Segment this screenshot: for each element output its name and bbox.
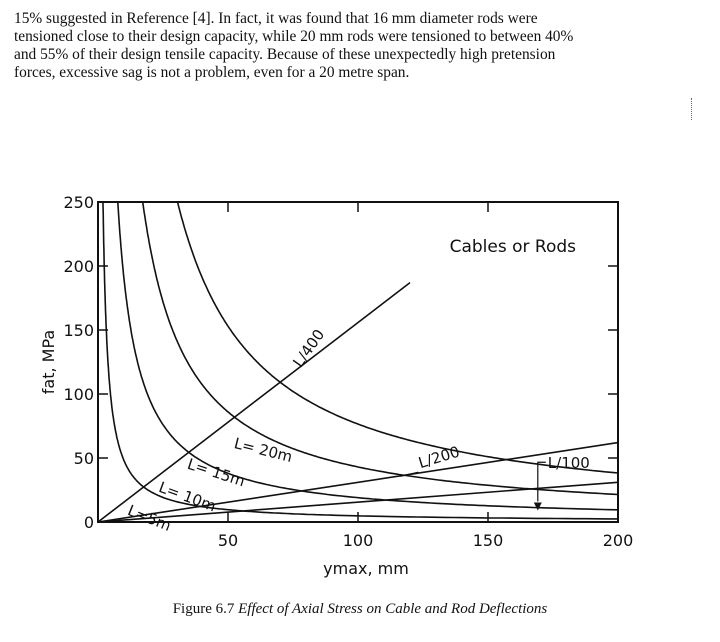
- figure-caption: [0, 601, 720, 618]
- x-tick-label: 100: [342, 531, 374, 550]
- caption-text: Effect of Axial Stress on Cable and Rod Deflections: [238, 601, 548, 617]
- series-label-l-100: L/100: [547, 454, 590, 473]
- chart-annotation: Cables or Rods: [449, 237, 576, 257]
- x-tick-label: 50: [217, 531, 239, 550]
- x-tick-label: 200: [602, 531, 634, 550]
- series-label-l-15m: L= 15m: [185, 454, 248, 491]
- l100-arrowhead: [534, 502, 542, 510]
- paragraph-line: and 55% of their design tensile capacity. Because of these unexpectedly high pretension: [14, 46, 556, 63]
- y-axis-label: fat, MPa: [39, 329, 58, 395]
- y-tick-label: 250: [63, 193, 94, 212]
- series-l-400: [98, 283, 410, 522]
- paragraph-line: 15% suggested in Reference [4]. In fact, it was found that 16 mm diameter rods were: [14, 10, 538, 27]
- series-label-l-400: L/400: [289, 325, 329, 371]
- figure-chart: [0, 180, 720, 590]
- series-label-l-20m: L= 20m: [232, 434, 295, 467]
- y-tick-label: 200: [63, 257, 94, 276]
- y-tick-label: 0: [83, 513, 94, 532]
- caption-number: Figure 6.7: [172, 601, 235, 617]
- l100-leader: [538, 462, 546, 501]
- paragraph-line: tensioned close to their design capacity, while 20 mm rods were tensioned to between 40%: [14, 28, 574, 45]
- x-axis-label: ymax, mm: [323, 559, 409, 578]
- series-label-l-5m: L=5m: [125, 501, 174, 535]
- x-tick-label: 150: [472, 531, 504, 550]
- margin-mark: [691, 98, 693, 120]
- y-tick-label: 150: [63, 321, 94, 340]
- body-paragraph: [14, 10, 708, 82]
- series-label-l-200: L/200: [416, 442, 462, 473]
- y-tick-label: 50: [73, 449, 94, 468]
- series-label-l-10m: L= 10m: [156, 478, 219, 516]
- y-tick-label: 100: [63, 385, 94, 404]
- paragraph-line: forces, excessive sag is not a problem, even for a 20 metre span.: [14, 64, 410, 81]
